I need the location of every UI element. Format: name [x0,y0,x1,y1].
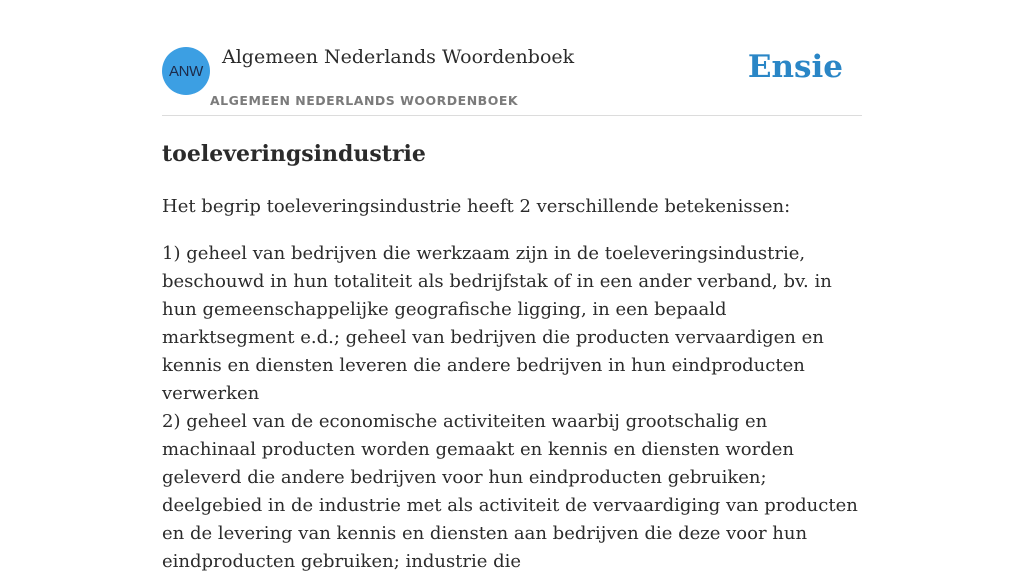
logo-text: ANW [168,62,204,80]
definition-1: 1) geheel van bedrijven die werkzaam zijn in de toeleveringsindustrie, beschouwd in hun totaliteit als bedrijfstak of in een ander verband, bv. in hun gemeenschappelijke geografische ligging, in een bepaald marktsegment e.d.; geheel van bedrijven die producten vervaardigen en kennis en diensten leveren die andere bedrijven in hun eindproducten verwerken [162,243,832,404]
entry-intro: Het begrip toeleveringsindustrie heeft 2 verschillende betekenissen: [162,196,791,217]
definition-2: 2) geheel van de economische activiteiten waarbij grootschalig en machinaal producten worden gemaakt en kennis en diensten worden geleverd die andere bedrijven voor hun eindproducten gebruiken; deelgebied in de industrie met als activiteit de vervaardiging van producten en de levering van kennis en diensten aan bedrijven die deze voor hun eindproducten gebruiken; industrie die [162,411,858,572]
entry-term: toeleveringsindustrie [162,141,426,167]
source-header [162,40,862,116]
source-logo[interactable] [162,47,210,95]
brand-logo[interactable]: Ensie [747,49,843,85]
entry-content [162,138,864,576]
source-subtitle: ALGEMEEN NEDERLANDS WOORDENBOEK [210,93,519,108]
source-title[interactable]: Algemeen Nederlands Woordenboek [222,46,575,68]
